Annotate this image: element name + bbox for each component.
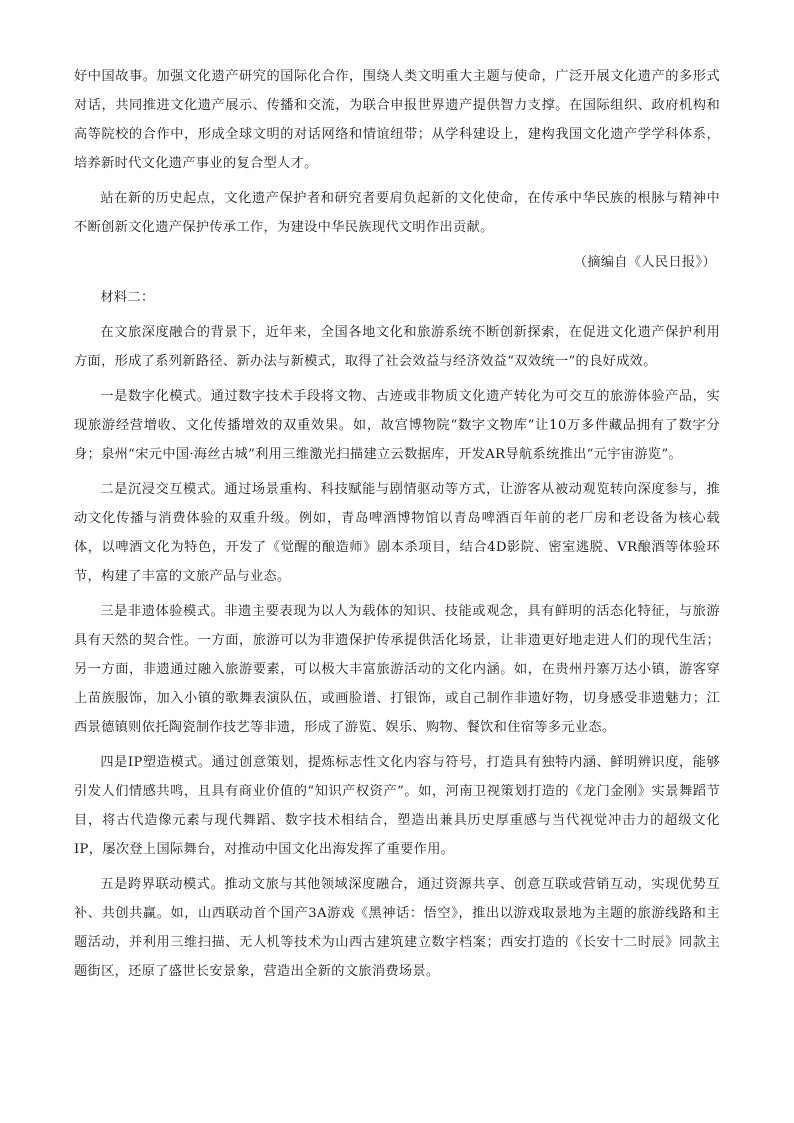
paragraph-intro: 在文旅深度融合的背景下，近年来，全国各地文化和旅游系统不断创新探索，在促进文化遗产保护利用方面，形成了系列新路径、新办法与新模式，取得了社会效益与经济效益“双效统一”的良好成效。	[74, 325, 720, 369]
document-page	[74, 62, 720, 992]
paragraph-digital-mode: 一是数字化模式。通过数字技术手段将文物、古迹或非物质文化遗产转化为可交互的旅游体验产品，实现旅游经营增收、文化传播增效的双重效果。如，故宫博物院“数字文物库”让10万多件藏品拥有了数字分身；泉州“宋元中国·海丝古城”利用三维激光扫描建立云数据库，开发AR导航系统推出“元宇宙游览”。	[74, 389, 720, 462]
paragraph-ip-mode: 四是IP塑造模式。通过创意策划，提炼标志性文化内容与符号，打造具有独特内涵、鲜明辨识度，能够引发人们情感共鸣，且具有商业价值的“知识产权资产”。如，河南卫视策划打造的《龙门金刚》实景舞蹈节目，将古代造像元素与现代舞蹈、数字技术相结合，塑造出兼具历史厚重感与当代视觉冲击力的超级文化IP，屡次登上国际舞台，对推动中国文化出海发挥了重要作用。	[74, 755, 720, 857]
paragraph-immersive-mode: 二是沉浸交互模式。通过场景重构、科技赋能与剧情驱动等方式，让游客从被动观览转向深度参与，推动文化传播与消费体验的双重升级。例如，青岛啤酒博物馆以青岛啤酒百年前的老厂房和老设备为核心载体，以啤酒文化为特色，开发了《觉醒的酿造师》剧本杀项目，结合4D影院、密室逃脱、VR酿酒等体验环节，构建了丰富的文旅产品与业态。	[74, 482, 720, 584]
paragraph-conclusion: 站在新的历史起点，文化遗产保护者和研究者要肩负起新的文化使命，在传承中华民族的根脉与精神中不断创新文化遗产保护传承工作，为建设中华民族现代文明作出贡献。	[74, 191, 720, 235]
paragraph-heritage-mode: 三是非遗体验模式。非遗主要表现为以人为载体的知识、技能或观念，具有鲜明的活态化特征，与旅游具有天然的契合性。一方面，旅游可以为非遗保护传承提供活化场景，让非遗更好地走进人们的现代生活；另一方面，非遗通过融入旅游要素，可以极大丰富旅游活动的文化内涵。如，在贵州丹寨万达小镇，游客穿上苗族服饰，加入小镇的歌舞表演队伍，或画脸谱、打银饰，或自己制作非遗好物，切身感受非遗魅力；江西景德镇则依托陶瓷制作技艺等非遗，形成了游览、娱乐、购物、餐饮和住宿等多元业态。	[74, 604, 720, 735]
material-heading: 材料二：	[100, 290, 155, 305]
paragraph-crossover-mode: 五是跨界联动模式。推动文旅与其他领域深度融合，通过资源共享、创意互联或营销互动，实现优势互补、共创共赢。如，山西联动首个国产3A游戏《黑神话：悟空》，推出以游戏取景地为主题的旅游线路和主题活动，并利用三维扫描、无人机等技术为山西古建筑建立数字档案；西安打造的《长安十二时辰》同款主题街区，还原了盛世长安景象，营造出全新的文旅消费场景。	[74, 877, 720, 979]
paragraph-continued: 好中国故事。加强文化遗产研究的国际化合作，围绕人类文明重大主题与使命，广泛开展文化遗产的多形式对话，共同推进文化遗产展示、传播和交流，为联合申报世界遗产提供智力支撑。在国际组织、政府机构和高等院校的合作中，形成全球文明的对话网络和情谊纽带；从学科建设上，建构我国文化遗产学学科体系，培养新时代文化遗产事业的复合型人才。	[74, 69, 720, 171]
source-citation: （摘编自《人民日报》）	[573, 255, 716, 270]
